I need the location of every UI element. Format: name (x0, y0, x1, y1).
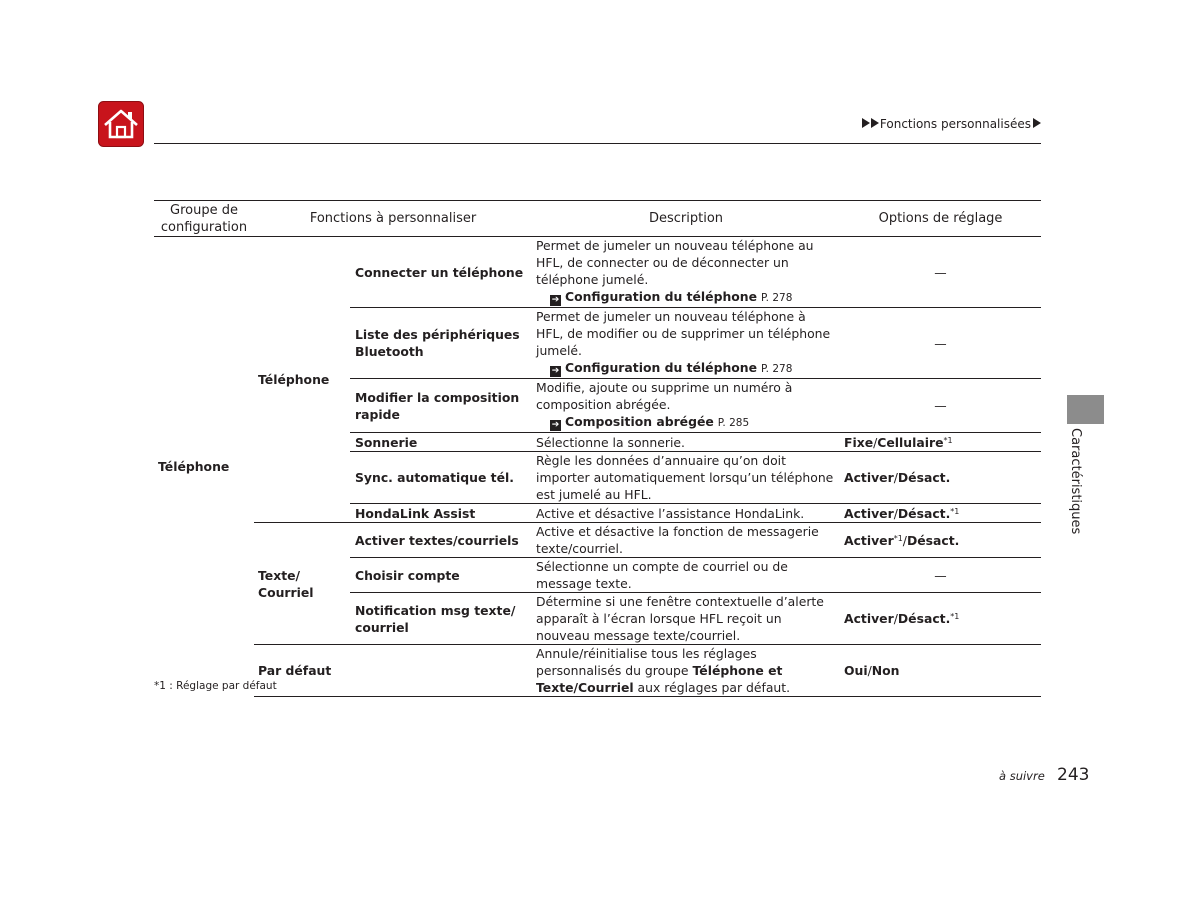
cross-reference[interactable] (536, 288, 836, 307)
option-separator: / (867, 663, 872, 678)
reference-page: P. 285 (717, 417, 750, 429)
description-text: Sélectionne la sonnerie. (532, 433, 840, 452)
function-name: Liste des périphériques Bluetooth (350, 308, 532, 379)
table-row (154, 523, 1041, 558)
group-cell: Téléphone (158, 459, 230, 475)
header-group: Groupe de configuration (154, 201, 254, 237)
option-cell (840, 645, 1041, 697)
option-value: — (934, 335, 947, 351)
side-tab[interactable] (1067, 395, 1104, 424)
description-text: Active et désactive l’assistance HondaLink. (532, 504, 840, 523)
footnote-marker: *1 (893, 533, 903, 543)
reference-title: Configuration du téléphone (565, 360, 758, 375)
header-functions: Fonctions à personnaliser (254, 201, 532, 237)
description-text: Permet de jumeler un nouveau téléphone à HFL, de modifier ou de supprimer un téléphone jumelé. (536, 309, 831, 358)
cross-reference[interactable] (536, 413, 836, 432)
function-name: Sync. automatique tél. (350, 452, 532, 504)
reference-title: Composition abrégée (565, 414, 714, 429)
description-emphasis: Téléphone et Texte/Courriel (536, 663, 783, 695)
home-icon (98, 101, 144, 147)
description-text: Sélectionne un compte de courriel ou de message texte. (532, 558, 840, 593)
footnote: *1 : Réglage par défaut (154, 680, 277, 692)
option-cell (840, 308, 1041, 379)
triangle-right-icon (871, 118, 879, 128)
option-value: Fixe (844, 434, 874, 450)
table-row (154, 645, 1041, 697)
option-cell (840, 523, 1041, 558)
subgroup-cell: Texte/ Courriel (254, 523, 350, 645)
option-cell (840, 379, 1041, 433)
cross-reference[interactable] (536, 359, 836, 378)
description-text: Annule/réinitialise tous les réglages personnalisés du groupe (536, 646, 757, 678)
function-name: Activer textes/courriels (350, 523, 532, 558)
description-cell (532, 308, 840, 379)
function-name: Choisir compte (350, 558, 532, 593)
function-name: Sonnerie (350, 433, 532, 452)
reference-page: P. 278 (760, 363, 793, 375)
option-value: — (934, 398, 947, 413)
option-separator: / (873, 434, 878, 450)
description-text: Active et désactive la fonction de messagerie texte/courriel. (532, 523, 840, 558)
option-cell (840, 433, 1041, 452)
option-value: — (934, 567, 947, 583)
reference-page: P. 278 (760, 292, 793, 304)
continued-label: à suivre (999, 769, 1045, 783)
footnote-marker: *1 (950, 506, 960, 516)
option-separator: / (893, 505, 898, 521)
reference-title: Configuration du téléphone (565, 289, 758, 304)
option-value: Désact. (897, 470, 951, 485)
triangle-right-icon (1033, 118, 1041, 128)
function-name: Modifier la composition rapide (350, 379, 532, 433)
option-value: — (934, 264, 947, 280)
option-value: Activer (844, 532, 894, 548)
option-value: Désact. (897, 611, 951, 626)
option-cell (840, 593, 1041, 645)
option-cell (840, 237, 1041, 308)
option-separator: / (893, 470, 898, 485)
description-cell (532, 237, 840, 308)
subgroup-cell: Par défaut (254, 645, 532, 697)
breadcrumb-label: Fonctions personnalisées (879, 117, 1031, 131)
description-text: Détermine si une fenêtre contextuelle d’alerte apparaît à l’écran lorsque HFL reçoit un nouveau message texte/courriel. (532, 593, 840, 645)
description-text: Règle les données d’annuaire qu’on doit importer automatiquement lorsqu’un téléphone est jumelé au HFL. (532, 452, 840, 504)
option-cell (840, 504, 1041, 523)
option-separator: / (893, 611, 898, 626)
footnote-marker: *1 (950, 612, 960, 621)
home-button[interactable] (98, 101, 144, 147)
option-value: Activer (844, 611, 894, 626)
reference-arrow-icon: ➔ (551, 420, 560, 430)
description-cell (532, 645, 840, 697)
option-value: Non (871, 663, 900, 678)
subgroup-cell: Téléphone (258, 372, 330, 387)
page-number: 243 (1057, 765, 1090, 785)
reference-arrow-icon: ➔ (551, 295, 560, 305)
table-row (154, 237, 1041, 308)
breadcrumb[interactable] (862, 117, 1041, 131)
option-value: Désact. (906, 532, 960, 548)
option-separator: / (902, 532, 907, 548)
option-value: Cellulaire (877, 434, 944, 450)
header-divider (154, 143, 1041, 144)
table-header-row (154, 201, 1041, 237)
option-value: Oui (844, 663, 868, 678)
option-value: Activer (844, 505, 894, 521)
option-cell (840, 558, 1041, 593)
triangle-right-icon (862, 118, 870, 128)
description-text: Permet de jumeler un nouveau téléphone au HFL, de connecter ou de déconnecter un téléphone jumelé. (536, 238, 814, 287)
description-text: aux réglages par défaut. (633, 680, 791, 695)
footnote-marker: *1 (943, 435, 953, 445)
option-value: Désact. (897, 505, 951, 521)
function-name: HondaLink Assist (350, 504, 532, 523)
side-tab-label: Caractéristiques (1068, 428, 1083, 535)
function-name: Connecter un téléphone (350, 237, 532, 308)
function-name: Notification msg texte/ courriel (350, 593, 532, 645)
header-description: Description (532, 201, 840, 237)
description-cell (532, 379, 840, 433)
header-options: Options de réglage (840, 201, 1041, 237)
description-text: Modifie, ajoute ou supprime un numéro à composition abrégée. (536, 380, 793, 412)
option-cell (840, 452, 1041, 504)
settings-table (154, 200, 1041, 697)
option-value: Activer (844, 470, 894, 485)
reference-arrow-icon: ➔ (551, 366, 560, 376)
